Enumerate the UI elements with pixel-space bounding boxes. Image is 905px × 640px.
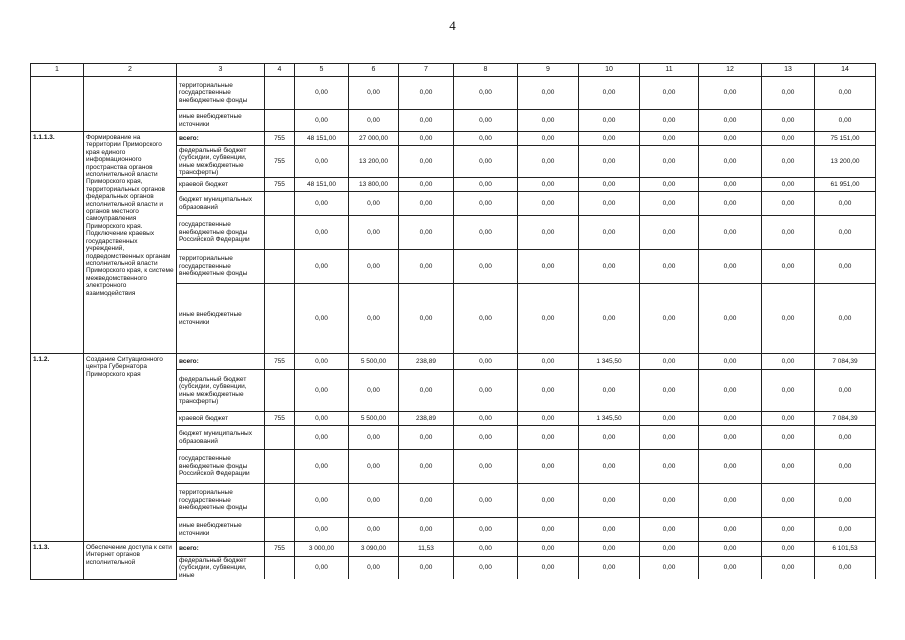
year-value: 0,00 bbox=[399, 484, 454, 518]
funding-source: всего: bbox=[177, 542, 265, 557]
year-value: 0,00 bbox=[454, 178, 518, 192]
year-value: 0,00 bbox=[762, 484, 815, 518]
column-number-6: 6 bbox=[349, 64, 399, 77]
budget-code bbox=[265, 450, 295, 484]
year-value: 0,00 bbox=[699, 284, 762, 354]
year-value: 0,00 bbox=[699, 178, 762, 192]
year-value: 0,00 bbox=[295, 250, 349, 284]
year-value: 0,00 bbox=[762, 216, 815, 250]
year-value: 0,00 bbox=[579, 132, 640, 146]
year-value: 0,00 bbox=[399, 250, 454, 284]
year-value: 0,00 bbox=[699, 216, 762, 250]
budget-code: 755 bbox=[265, 178, 295, 192]
year-value: 48 151,00 bbox=[295, 178, 349, 192]
year-value: 0,00 bbox=[349, 450, 399, 484]
year-value: 0,00 bbox=[640, 518, 699, 542]
year-value: 0,00 bbox=[295, 450, 349, 484]
funding-source: государственные внебюджетные фонды Российской Федерации bbox=[177, 450, 265, 484]
year-value: 0,00 bbox=[518, 450, 579, 484]
year-value: 0,00 bbox=[454, 216, 518, 250]
year-value: 0,00 bbox=[699, 250, 762, 284]
year-value: 0,00 bbox=[762, 412, 815, 426]
year-value: 0,00 bbox=[295, 192, 349, 216]
year-value: 0,00 bbox=[399, 370, 454, 412]
year-value: 0,00 bbox=[295, 370, 349, 412]
column-number-2: 2 bbox=[84, 64, 177, 77]
table-row bbox=[31, 354, 876, 370]
year-value: 0,00 bbox=[518, 284, 579, 354]
year-value: 0,00 bbox=[762, 370, 815, 412]
year-value: 0,00 bbox=[295, 426, 349, 450]
year-value: 0,00 bbox=[518, 146, 579, 178]
funding-source: краевой бюджет bbox=[177, 178, 265, 192]
year-value: 0,00 bbox=[454, 518, 518, 542]
funding-source: всего: bbox=[177, 354, 265, 370]
year-value: 0,00 bbox=[699, 370, 762, 412]
budget-code bbox=[265, 426, 295, 450]
budget-code bbox=[265, 557, 295, 580]
year-value: 0,00 bbox=[454, 110, 518, 132]
year-value: 0,00 bbox=[762, 557, 815, 580]
year-value: 0,00 bbox=[699, 542, 762, 557]
year-value: 0,00 bbox=[579, 284, 640, 354]
year-value: 1 345,50 bbox=[579, 354, 640, 370]
year-value: 0,00 bbox=[399, 450, 454, 484]
funding-source: иные внебюджетные источники bbox=[177, 110, 265, 132]
funding-source: иные внебюджетные источники bbox=[177, 284, 265, 354]
total-value: 0,00 bbox=[815, 284, 876, 354]
year-value: 0,00 bbox=[762, 250, 815, 284]
year-value: 0,00 bbox=[699, 518, 762, 542]
year-value: 0,00 bbox=[454, 370, 518, 412]
year-value: 0,00 bbox=[295, 557, 349, 580]
year-value: 0,00 bbox=[640, 250, 699, 284]
year-value: 0,00 bbox=[518, 77, 579, 110]
year-value: 0,00 bbox=[762, 77, 815, 110]
total-value: 0,00 bbox=[815, 77, 876, 110]
year-value: 0,00 bbox=[640, 132, 699, 146]
year-value: 0,00 bbox=[579, 146, 640, 178]
table-row bbox=[31, 132, 876, 146]
year-value: 0,00 bbox=[699, 484, 762, 518]
year-value: 0,00 bbox=[699, 557, 762, 580]
column-number-12: 12 bbox=[699, 64, 762, 77]
year-value: 0,00 bbox=[295, 284, 349, 354]
year-value: 0,00 bbox=[518, 412, 579, 426]
year-value: 0,00 bbox=[579, 426, 640, 450]
year-value: 0,00 bbox=[640, 484, 699, 518]
year-value: 0,00 bbox=[454, 426, 518, 450]
year-value: 5 500,00 bbox=[349, 354, 399, 370]
year-value: 0,00 bbox=[295, 216, 349, 250]
year-value: 0,00 bbox=[579, 250, 640, 284]
year-value: 11,53 bbox=[399, 542, 454, 557]
year-value: 0,00 bbox=[295, 484, 349, 518]
column-number-9: 9 bbox=[518, 64, 579, 77]
total-value: 0,00 bbox=[815, 450, 876, 484]
year-value: 0,00 bbox=[762, 132, 815, 146]
year-value: 0,00 bbox=[399, 426, 454, 450]
budget-code bbox=[265, 518, 295, 542]
funding-source: государственные внебюджетные фонды Российской Федерации bbox=[177, 216, 265, 250]
column-number-14: 14 bbox=[815, 64, 876, 77]
year-value: 0,00 bbox=[579, 77, 640, 110]
year-value: 0,00 bbox=[295, 110, 349, 132]
year-value: 0,00 bbox=[454, 132, 518, 146]
year-value: 0,00 bbox=[454, 412, 518, 426]
budget-code: 755 bbox=[265, 354, 295, 370]
year-value: 0,00 bbox=[640, 354, 699, 370]
total-value: 7 084,39 bbox=[815, 354, 876, 370]
year-value: 0,00 bbox=[762, 542, 815, 557]
year-value: 0,00 bbox=[579, 557, 640, 580]
year-value: 0,00 bbox=[295, 146, 349, 178]
year-value: 0,00 bbox=[518, 370, 579, 412]
year-value: 0,00 bbox=[579, 518, 640, 542]
year-value: 0,00 bbox=[640, 192, 699, 216]
year-value: 0,00 bbox=[399, 77, 454, 110]
total-value: 0,00 bbox=[815, 370, 876, 412]
budget-code: 755 bbox=[265, 412, 295, 426]
year-value: 0,00 bbox=[349, 110, 399, 132]
budget-code: 755 bbox=[265, 542, 295, 557]
budget-code bbox=[265, 284, 295, 354]
budget-code: 755 bbox=[265, 146, 295, 178]
column-number-5: 5 bbox=[295, 64, 349, 77]
funding-source: территориальные государственные внебюджетные фонды bbox=[177, 484, 265, 518]
budget-code bbox=[265, 77, 295, 110]
year-value: 0,00 bbox=[579, 216, 640, 250]
page-number: 4 bbox=[449, 18, 456, 33]
year-value: 0,00 bbox=[295, 354, 349, 370]
measure-code: 1.1.3. bbox=[31, 542, 84, 580]
year-value: 0,00 bbox=[762, 146, 815, 178]
year-value: 0,00 bbox=[399, 284, 454, 354]
year-value: 0,00 bbox=[762, 426, 815, 450]
total-value: 0,00 bbox=[815, 216, 876, 250]
year-value: 0,00 bbox=[579, 192, 640, 216]
year-value: 0,00 bbox=[399, 192, 454, 216]
year-value: 0,00 bbox=[762, 354, 815, 370]
year-value: 0,00 bbox=[640, 450, 699, 484]
budget-code bbox=[265, 250, 295, 284]
year-value: 0,00 bbox=[762, 450, 815, 484]
header-row bbox=[31, 64, 876, 77]
year-value: 0,00 bbox=[518, 216, 579, 250]
measure-name: Формирование на территории Приморского края единого информационного пространства органов исполнительной власти Приморского края, территориальных органов федеральных органов исполнительной власти и органов местного самоуправления Приморского края. Подключение краевых государственных учреждений, подведомственных органам исполнительной власти Приморского края, к системе межведомственного электронного взаимодействия bbox=[84, 132, 177, 354]
year-value: 13 200,00 bbox=[349, 146, 399, 178]
year-value: 0,00 bbox=[640, 370, 699, 412]
measure-name: Создание Ситуационного центра Губернатора Приморского края bbox=[84, 354, 177, 542]
total-value: 13 200,00 bbox=[815, 146, 876, 178]
year-value: 0,00 bbox=[699, 110, 762, 132]
year-value: 0,00 bbox=[699, 354, 762, 370]
measure-name bbox=[84, 77, 177, 132]
column-number-7: 7 bbox=[399, 64, 454, 77]
year-value: 0,00 bbox=[762, 178, 815, 192]
year-value: 0,00 bbox=[399, 557, 454, 580]
table-row bbox=[31, 77, 876, 110]
year-value: 1 345,50 bbox=[579, 412, 640, 426]
year-value: 0,00 bbox=[349, 216, 399, 250]
year-value: 0,00 bbox=[640, 426, 699, 450]
table-row bbox=[31, 542, 876, 557]
year-value: 0,00 bbox=[699, 146, 762, 178]
year-value: 0,00 bbox=[518, 192, 579, 216]
year-value: 0,00 bbox=[640, 77, 699, 110]
year-value: 0,00 bbox=[640, 542, 699, 557]
year-value: 0,00 bbox=[295, 518, 349, 542]
year-value: 0,00 bbox=[518, 426, 579, 450]
year-value: 0,00 bbox=[399, 518, 454, 542]
year-value: 0,00 bbox=[295, 412, 349, 426]
year-value: 3 090,00 bbox=[349, 542, 399, 557]
year-value: 0,00 bbox=[579, 110, 640, 132]
total-value: 0,00 bbox=[815, 518, 876, 542]
funding-source: всего: bbox=[177, 132, 265, 146]
budget-code bbox=[265, 192, 295, 216]
year-value: 27 000,00 bbox=[349, 132, 399, 146]
year-value: 0,00 bbox=[699, 132, 762, 146]
year-value: 0,00 bbox=[579, 542, 640, 557]
total-value: 0,00 bbox=[815, 426, 876, 450]
funding-source: бюджет муниципальных образований bbox=[177, 426, 265, 450]
year-value: 0,00 bbox=[640, 284, 699, 354]
year-value: 0,00 bbox=[349, 77, 399, 110]
year-value: 0,00 bbox=[518, 484, 579, 518]
column-number-13: 13 bbox=[762, 64, 815, 77]
funding-source: федеральный бюджет (субсидии, субвенции, иные межбюджетные трансферты) bbox=[177, 370, 265, 412]
year-value: 0,00 bbox=[518, 178, 579, 192]
funding-source: территориальные государственные внебюджетные фонды bbox=[177, 77, 265, 110]
column-number-3: 3 bbox=[177, 64, 265, 77]
year-value: 0,00 bbox=[349, 557, 399, 580]
year-value: 0,00 bbox=[454, 192, 518, 216]
total-value: 7 084,39 bbox=[815, 412, 876, 426]
column-number-8: 8 bbox=[454, 64, 518, 77]
measure-code: 1.1.1.3. bbox=[31, 132, 84, 354]
year-value: 0,00 bbox=[349, 426, 399, 450]
year-value: 0,00 bbox=[579, 178, 640, 192]
year-value: 0,00 bbox=[699, 412, 762, 426]
year-value: 0,00 bbox=[399, 110, 454, 132]
year-value: 0,00 bbox=[699, 77, 762, 110]
year-value: 0,00 bbox=[454, 450, 518, 484]
year-value: 0,00 bbox=[762, 284, 815, 354]
year-value: 0,00 bbox=[399, 132, 454, 146]
budget-code bbox=[265, 216, 295, 250]
year-value: 0,00 bbox=[399, 146, 454, 178]
year-value: 0,00 bbox=[518, 132, 579, 146]
column-number-1: 1 bbox=[31, 64, 84, 77]
year-value: 0,00 bbox=[454, 484, 518, 518]
funding-source: краевой бюджет bbox=[177, 412, 265, 426]
year-value: 0,00 bbox=[399, 178, 454, 192]
year-value: 0,00 bbox=[454, 557, 518, 580]
year-value: 0,00 bbox=[518, 250, 579, 284]
year-value: 238,89 bbox=[399, 412, 454, 426]
budget-code bbox=[265, 484, 295, 518]
column-number-11: 11 bbox=[640, 64, 699, 77]
year-value: 0,00 bbox=[454, 354, 518, 370]
year-value: 0,00 bbox=[349, 484, 399, 518]
year-value: 0,00 bbox=[454, 250, 518, 284]
measure-code: 1.1.2. bbox=[31, 354, 84, 542]
year-value: 0,00 bbox=[518, 557, 579, 580]
year-value: 0,00 bbox=[640, 557, 699, 580]
year-value: 0,00 bbox=[762, 110, 815, 132]
funding-source: иные внебюджетные источники bbox=[177, 518, 265, 542]
total-value: 0,00 bbox=[815, 557, 876, 580]
funding-source: федеральный бюджет (субсидии, субвенции, иные bbox=[177, 557, 265, 580]
funding-source: бюджет муниципальных образований bbox=[177, 192, 265, 216]
column-number-10: 10 bbox=[579, 64, 640, 77]
total-value: 75 151,00 bbox=[815, 132, 876, 146]
column-number-4: 4 bbox=[265, 64, 295, 77]
year-value: 48 151,00 bbox=[295, 132, 349, 146]
budget-code bbox=[265, 110, 295, 132]
total-value: 61 951,00 bbox=[815, 178, 876, 192]
budget-table bbox=[30, 63, 876, 580]
year-value: 0,00 bbox=[579, 450, 640, 484]
year-value: 0,00 bbox=[399, 216, 454, 250]
year-value: 0,00 bbox=[579, 370, 640, 412]
budget-code bbox=[265, 370, 295, 412]
year-value: 0,00 bbox=[454, 542, 518, 557]
year-value: 3 000,00 bbox=[295, 542, 349, 557]
total-value: 6 101,53 bbox=[815, 542, 876, 557]
budget-code: 755 bbox=[265, 132, 295, 146]
year-value: 0,00 bbox=[454, 284, 518, 354]
year-value: 0,00 bbox=[454, 77, 518, 110]
year-value: 0,00 bbox=[518, 542, 579, 557]
year-value: 0,00 bbox=[295, 77, 349, 110]
total-value: 0,00 bbox=[815, 250, 876, 284]
total-value: 0,00 bbox=[815, 192, 876, 216]
year-value: 0,00 bbox=[640, 146, 699, 178]
year-value: 0,00 bbox=[762, 192, 815, 216]
funding-source: федеральный бюджет (субсидии, субвенции, иные межбюджетные трансферты) bbox=[177, 146, 265, 178]
year-value: 0,00 bbox=[699, 192, 762, 216]
measure-name: Обеспечение доступа к сети Интернет органов исполнительной bbox=[84, 542, 177, 580]
year-value: 0,00 bbox=[349, 250, 399, 284]
year-value: 0,00 bbox=[640, 178, 699, 192]
year-value: 0,00 bbox=[640, 216, 699, 250]
year-value: 0,00 bbox=[454, 146, 518, 178]
measure-code bbox=[31, 77, 84, 132]
year-value: 0,00 bbox=[349, 192, 399, 216]
year-value: 0,00 bbox=[518, 354, 579, 370]
year-value: 0,00 bbox=[762, 518, 815, 542]
total-value: 0,00 bbox=[815, 484, 876, 518]
year-value: 0,00 bbox=[349, 518, 399, 542]
year-value: 5 500,00 bbox=[349, 412, 399, 426]
year-value: 0,00 bbox=[518, 518, 579, 542]
year-value: 0,00 bbox=[699, 426, 762, 450]
year-value: 13 800,00 bbox=[349, 178, 399, 192]
total-value: 0,00 bbox=[815, 110, 876, 132]
year-value: 0,00 bbox=[640, 110, 699, 132]
year-value: 0,00 bbox=[579, 484, 640, 518]
year-value: 0,00 bbox=[699, 450, 762, 484]
year-value: 238,89 bbox=[399, 354, 454, 370]
year-value: 0,00 bbox=[349, 284, 399, 354]
table-body bbox=[31, 64, 876, 580]
year-value: 0,00 bbox=[349, 370, 399, 412]
year-value: 0,00 bbox=[518, 110, 579, 132]
year-value: 0,00 bbox=[640, 412, 699, 426]
funding-source: территориальные государственные внебюджетные фонды bbox=[177, 250, 265, 284]
